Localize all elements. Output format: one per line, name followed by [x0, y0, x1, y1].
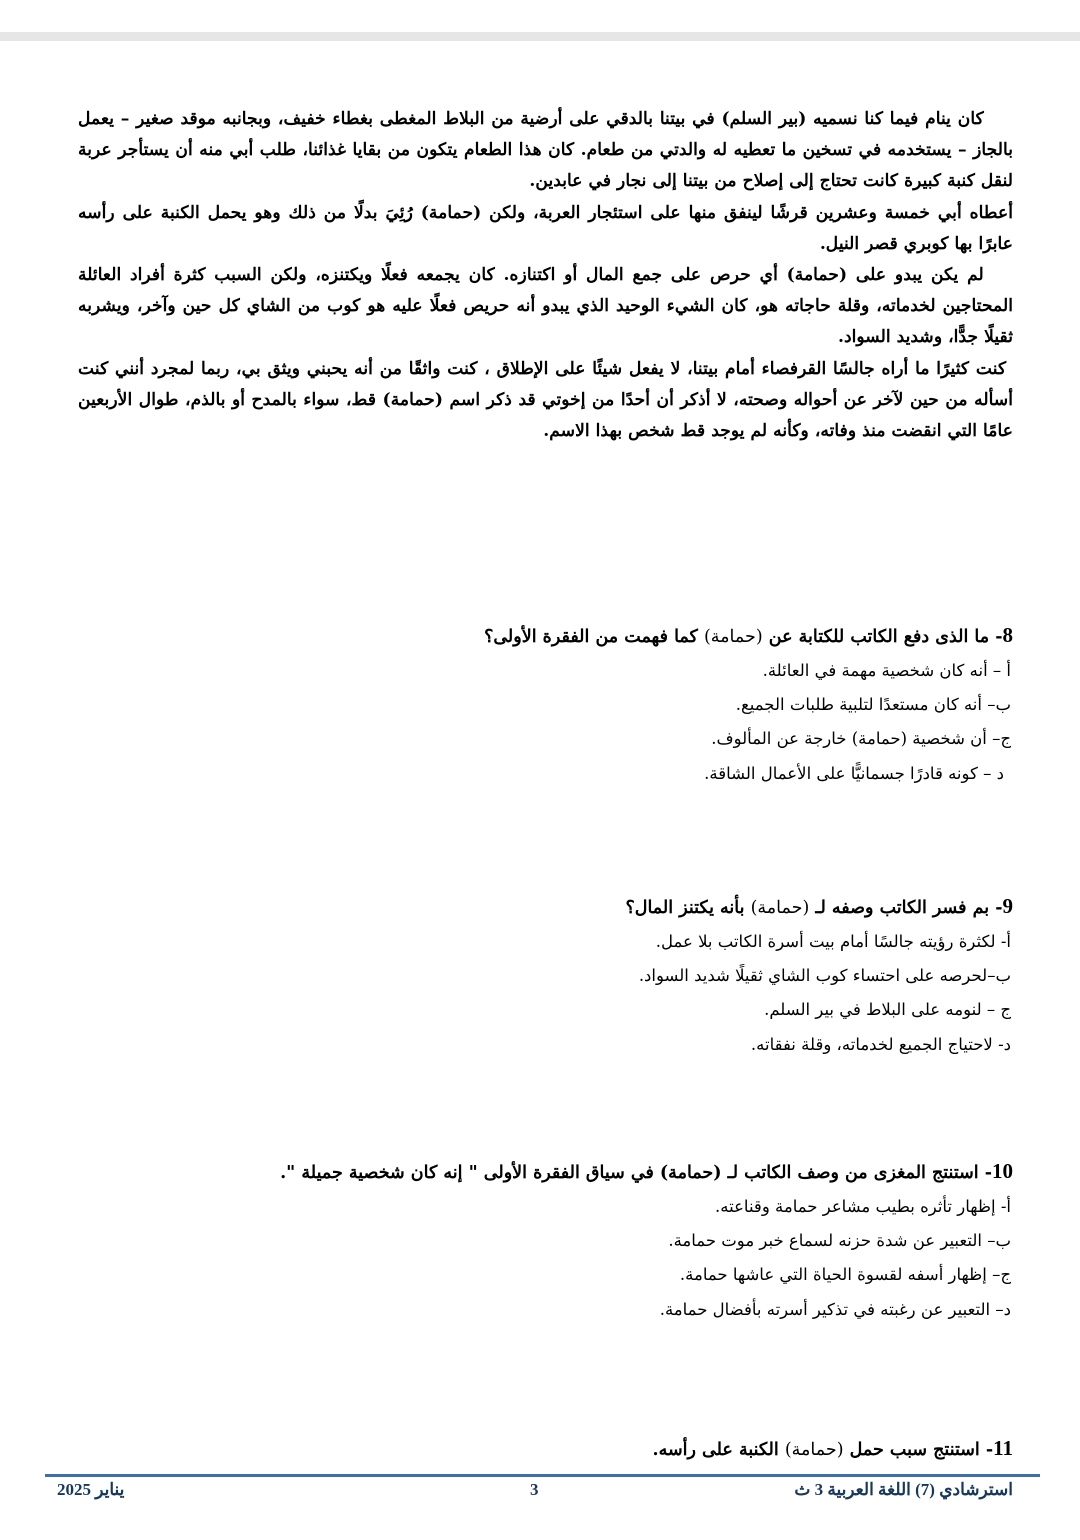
- answer-option: ب– أنه كان مستعدًا لتلبية طلبات الجميع.: [735, 695, 1011, 715]
- answer-option: د – كونه قادرًا جسمانيًّا على الأعمال الشاقة.: [704, 763, 1004, 783]
- question-heading: [78, 1431, 1013, 1467]
- passage-paragraph: كنت كثيرًا ما أراه جالسًا القرفصاء أمام بيتنا، لا يفعل شيئًا على الإطلاق ، كنت واثقًا من أنه يحبني ويثق بي، ربما لمجرد أنني كنت أسأله من حين لآخر عن أحواله وصحته، لا أذكر أن أحدًا من إخوتي قد ذكر اسم (حمامة) قط، سواء بالمدح أو بالذم، طوال الأربعين عامًا التي انقضت منذ وفاته، وكأنه لم يوجد قط شخص بهذا الاسم.: [78, 358, 1013, 442]
- question-number: 11: [993, 1436, 1013, 1460]
- question-text: - استنتج سبب حمل: [843, 1440, 994, 1460]
- answer-option: أ- لكثرة رؤيته جالسًا أمام بيت أسرة الكاتب بلا عمل.: [655, 932, 1011, 951]
- question-heading: [78, 1154, 1013, 1190]
- question-number: 10: [992, 1159, 1013, 1183]
- answer-option: ب– التعبير عن شدة حزنه لسماع خبر موت حمامة.: [668, 1231, 1011, 1251]
- question-heading: [78, 618, 1013, 654]
- answer-option: ب–لحرصه على احتساء كوب الشاي ثقيلًا شديد السواد.: [638, 966, 1011, 986]
- question-text: (حمامة): [784, 1440, 844, 1460]
- answer-option: د– التعبير عن رغبته في تذكير أسرته بأفضال حمامة.: [659, 1299, 1011, 1319]
- page-content: [78, 104, 1013, 1460]
- question-text: بأنه يكتنز المال؟: [625, 898, 751, 918]
- question-9: [78, 889, 1013, 1062]
- answer-option: أ- إظهار تأثره بطيب مشاعر حمامة وقناعته.: [715, 1197, 1011, 1216]
- answer-option: ج– أن شخصية (حمامة) خارجة عن المألوف.: [711, 729, 1011, 749]
- question-heading: [78, 889, 1013, 925]
- answer-option: ج – لنومه على البلاط في بير السلم.: [764, 1000, 1011, 1020]
- answer-option: ج– إظهار أسفه لقسوة الحياة التي عاشها حمامة.: [679, 1265, 1011, 1285]
- reading-passage: [78, 104, 1013, 447]
- question-8: [78, 618, 1013, 791]
- question-number: 8: [1002, 623, 1013, 647]
- passage-paragraph: أعطاه أبي خمسة وعشرين قرشًا لينفق منها على استئجار العربة، ولكن (حمامة) رُئِيَ بدلًا من ذلك وهو يحمل الكنبة على رأسه عابرًا بها كوبري قصر النيل.: [78, 202, 1013, 254]
- answer-option: أ – أنه كان شخصية مهمة في العائلة.: [762, 661, 1011, 680]
- footer-exam-label: استرشادي (7) اللغة العربية 3 ث: [794, 1480, 1013, 1499]
- question-text: (حمامة): [750, 898, 810, 918]
- question-11: [78, 1431, 1013, 1467]
- footer-divider: [45, 1474, 1040, 1477]
- question-text: الكنبة على رأسه.: [652, 1440, 785, 1460]
- question-number: 9: [1002, 894, 1013, 918]
- question-text: - استنتج المغزى من وصف الكاتب لـ (حمامة) في سياق الفقرة الأولى " إنه كان شخصية جميلة ".: [280, 1163, 992, 1183]
- question-text: كما فهمت من الفقرة الأولى؟: [484, 627, 704, 647]
- question-text: (حمامة): [703, 627, 763, 647]
- passage-paragraph: كان ينام فيما كنا نسميه (بير السلم) في بيتنا بالدقي على أرضية من البلاط المغطى بغطاء خفيف، وبجانبه موقد صغير – يعمل بالجاز – يستخدمه في تسخين ما تعطيه له والدتي من طعام. كان هذا الطعام يتكون من بقايا غذائنا، طلب أبي منه أن يستأجر عربة لنقل كنبة كبيرة كانت تحتاج إلى إصلاح من بيتنا إلى نجار في عابدين.: [78, 109, 1013, 192]
- question-10: [78, 1154, 1013, 1327]
- question-text: - بم فسر الكاتب وصفه لـ: [809, 898, 1003, 918]
- answer-option: د- لاحتياج الجميع لخدماته، وقلة نفقاته.: [750, 1034, 1011, 1054]
- question-text: - ما الذى دفع الكاتب للكتابة عن: [762, 627, 1003, 647]
- footer-date: يناير 2025: [57, 1480, 125, 1499]
- top-divider: [0, 32, 1080, 41]
- page-number: 3: [530, 1480, 539, 1499]
- passage-paragraph: لم يكن يبدو على (حمامة) أي حرص على جمع المال أو اكتنازه. كان يجمعه فعلًا ويكتنزه، ولكن السبب كثرة أفراد العائلة المحتاجين لخدماته، وقلة حاجاته هو، كان الشيء الوحيد الذي يبدو أنه حريص فعلًا عليه هو كوب من الشاي كل حين وآخر، ويشربه ثقيلًا جدًّا، وشديد السواد.: [78, 265, 1013, 348]
